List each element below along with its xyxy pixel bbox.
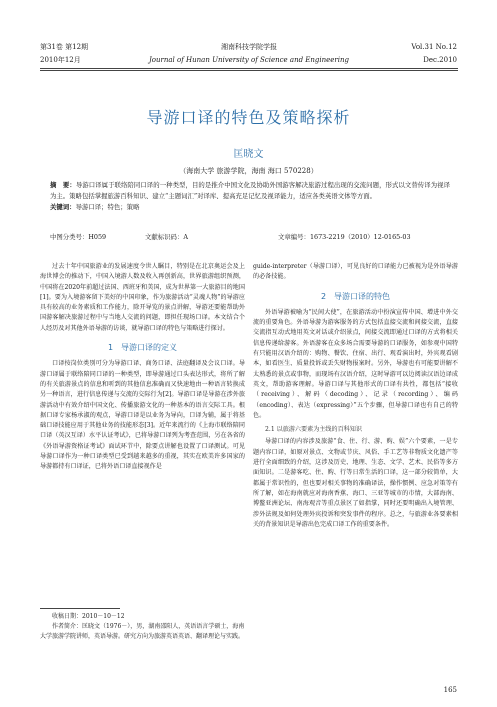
header-rule: [40, 68, 458, 69]
keywords-label: 关键词：: [50, 203, 76, 211]
intro-paragraph: 过去十年中国旅游业的发展速度令世人瞩目，特别是在北京奥运会及上海世博会的推动下，中国入境游人数及收入再创新高，世界旅游组织预测，中国将在2020年前超过法国、西班牙和美国，成为世界第一大旅游目的地国[1]。要为入境游客留下美好的中国印象，作为旅游活动“灵魂人物”的导游应具有较高的业务素质和工作能力，除开导览的景点讲解，导游还要能帮助外国游客解决旅游过程中与当地人交流的问题，即担任现场口译。本文结合个人经历及对其他外语导游的访谈，就导游口译的特色与策略进行探讨。: [40, 263, 245, 332]
author-name: 匡晓文: [233, 149, 264, 160]
footnote-rule: [40, 608, 120, 609]
journal-name-en: Journal of Hunan University of Science and Engineering: [148, 56, 349, 64]
header-rule-thin: [40, 70, 458, 71]
author-affiliation: （海南大学 旅游学院，海南 海口 570228）: [179, 167, 318, 175]
keywords-text: 导游口译；特色；策略: [75, 203, 140, 211]
article-title: 导游口译的特色及策略探析: [146, 108, 351, 127]
section-1-body: 口译按岗位类别可分为导游口译、商务口译、法庭翻译及会议口译。导游口译属于联络陪同口译的一种类型，即导游通过口头表达形式，将所了解的有关旅游景点的信息和听到的其他信息准确而又快速地由一种语言转换成另一种语言，进行信息传递与交流的交际行为[2]。导游口译是导游在涉外旅游活动中有效介绍中国文化、传播旅游文化的一种基本的语言交际工具。根据口译专家杨承淑的观点，导游口译是以业务为导向，口译为辅，属于将基础口译技能应用于其他业务的技能形态[3]。近年来流行的《上海市联络陪同口译（英汉互译）水平认证考试》，已将导游口译列为考查范围，另在各省的《外语导游资格证考试》面试环节中，除要点讲解也设置了口译测试。可见导游口译作为一种口译类型已受到越来越多的重视，其实在欧美许多国家的导游都持有口译证，已将外语口译直接视作是: [40, 360, 245, 471]
subsection-2-1-body: 导游口译的内容涉及旅游“食、住、行、游、购、娱”六个要素，一是专题内容口译，如原对景点、文物或节庆、风俗、手工艺等非物质文化遗产等进行全面细致的介绍，这涉及历史、地理、生态、文学、艺术、民俗等多方面知识。二是游客吃、住、购、行等日常生活的口译，这一部分较简单，大都属于常识性的，但也要对相关事物的准确译法，操作惯例、应急对策等有所了解，如在海南就应对海南香蕉、海口、三亚等城市的市情，大部海南、博鳌亚洲论坛、南海观音等重点景区了如指掌，同时还要明确出入境管理、涉外法规及如何处理外宾投诉和突发事件的程序。总之，与旅游业各要素相关的背景知识是导游出色完成口译工作的重要条件。: [253, 438, 458, 528]
abstract-label: 摘 要：: [50, 181, 76, 189]
section-1-heading: 1 导游口译的定义: [107, 343, 178, 353]
page-number: 165: [443, 686, 457, 694]
clc-number: 中图分类号：H059: [50, 233, 107, 241]
date-en: Dec.2010: [423, 56, 457, 64]
section-2-body: 外语导游被喻为“民间大使”，在旅游活动中扮演宣传中国、增进中外交流的重要角色。外语导游为游客服务的方式包括直接交流和间接交流，直接交流指互动式地用英文对话或介绍景点，间接交流即通过口译的方式将相关信息传递给游客。外语游客在众多场合需要导游的口译服务，如参观中国特有只能用汉语介绍的：购物、餐饮、住宿、出行、观看演出时，外宾观看剧本，如看医生、质量投诉或丢失财物报案时。另外，导游也有可能要讲解不太熟悉的景点或事物，而现场有汉语介绍，这时导游可以边阅读汉语边译成英文，帮助游客理解。导游口译与其他形式的口译有共性，都包括“接收（receiving）、解码（decoding）、记录（recording）、编码（encoding）、表达（expressing）”五个步骤，但导游口译也有自己的特色。: [253, 308, 458, 419]
footnote: [40, 612, 245, 642]
article-number: 文章编号：1673-2219（2010）12-0165-03: [278, 233, 411, 241]
section-2-heading: 2 导游口译的特色: [320, 291, 391, 301]
continued-paragraph: guide-interpreter（导游口译），可见良好的口译能力已被视为是外语导游的必备技能。: [253, 263, 458, 281]
abstract-text: 导游口译属于联络陪同口译的一种类型，目的是推介中国文化及协助外国游客解决旅游过程出现的交流问题，形式以文替传译为视译为主。策略包括掌握旅游百科知识、建立“主题词汇”对译库、提高充足记忆及视译能力，适应各类英语文体等方面。: [50, 181, 450, 200]
author-bio: 作者简介：匡晓文（1976－），男，湖南邵阳人，英语语言学硕士，海南大学旅游学院讲师，英语导游。研究方向为旅游英语英语、翻译理论与实践。: [40, 623, 245, 640]
date-cn: 2010年12月: [40, 56, 81, 64]
received-date: 收稿日期：2010－10－12: [52, 613, 125, 620]
subsection-2-1-heading: 2.1 以旅游六要素为主线的百科知识: [265, 426, 362, 434]
volume-en: Vol.31 No.12: [411, 43, 457, 51]
volume-cn: 第31卷 第12期: [40, 43, 89, 51]
left-column: [40, 262, 245, 473]
journal-name-cn: 湘南科技学院学报: [221, 43, 277, 51]
document-code: 文献标识码：A: [145, 233, 188, 241]
right-column: [253, 262, 458, 530]
abstract: [50, 180, 450, 213]
